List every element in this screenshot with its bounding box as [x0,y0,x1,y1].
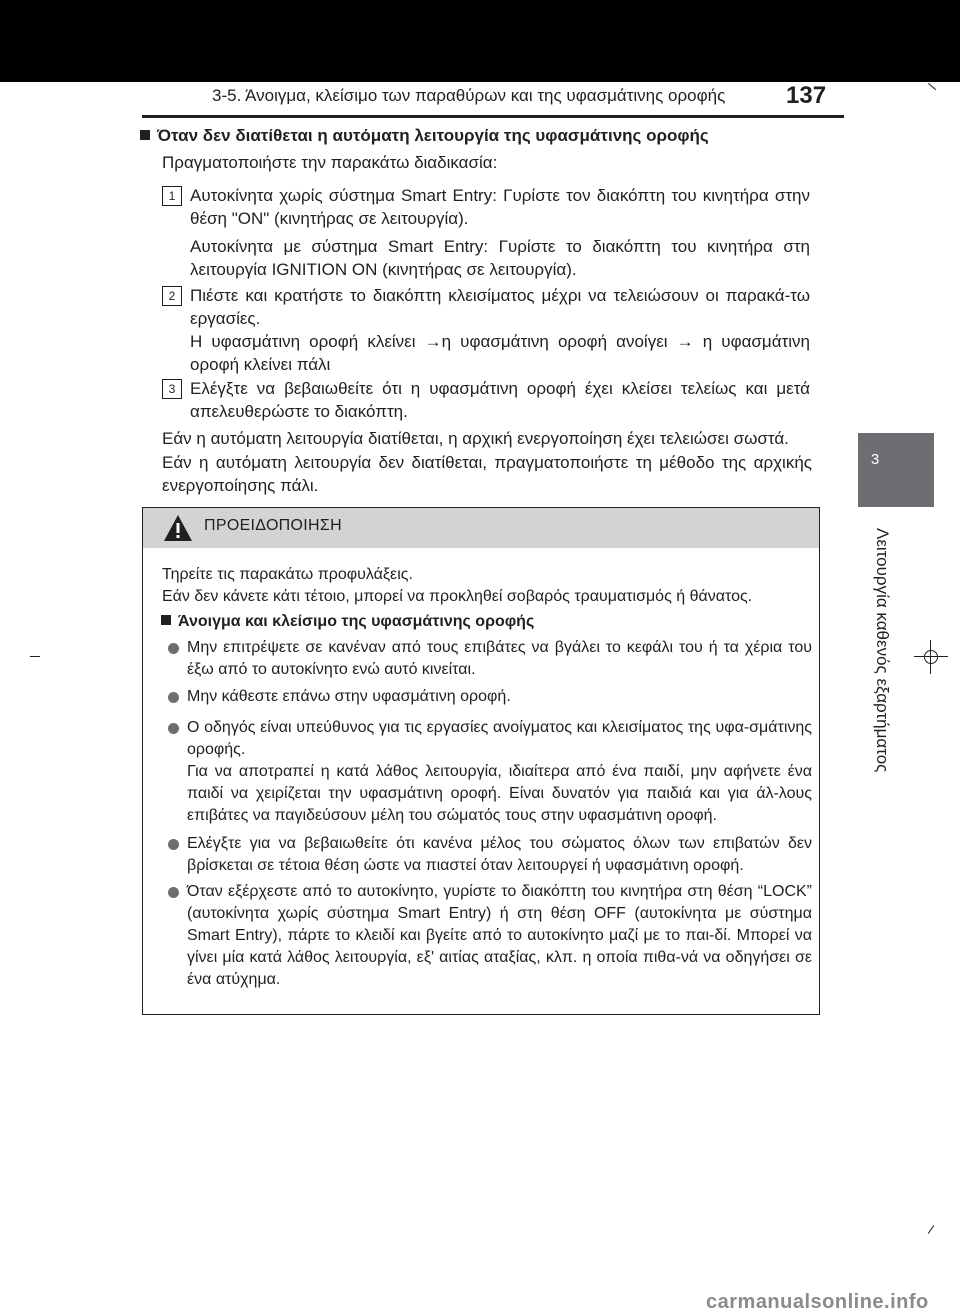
chapter-tab [858,433,934,507]
chapter-title: Λειτουργία καθενός εξαρτήματος [873,528,892,773]
top-black-band [0,0,960,82]
step-2-text-b: Η υφασμάτινη οροφή κλείνει →η υφασμάτινη οροφή ανοίγει → η υφασμάτινη οροφή κλείνει πάλι [190,332,810,374]
warning-bullet-3: Ο οδηγός είναι υπεύθυνος για τις εργασίες ανοίγματος και κλεισίματος της υφα-σμάτινης οροφής. [187,719,812,758]
warning-bullet-1: Μην επιτρέψετε σε κανέναν από τους επιβάτες να βγάλει το κεφάλι του ή τα χέρια του έξω από το αυτοκίνητο ενώ αυτό κινείται. [187,639,812,678]
header-rule [142,115,844,118]
page-header [0,82,960,114]
step-number-box: 2 [162,286,182,306]
section-heading: Όταν δεν διατίθεται η αυτόματη λειτουργία της υφασμάτινης οροφής [140,126,709,146]
bullet-dot-icon [168,839,179,850]
step-1-text-a: Αυτοκίνητα χωρίς σύστημα Smart Entry: Γυρίστε τον διακόπτη του κινητήρα στην θέση "ON" (κινητήρας σε λειτουργία). [190,186,810,228]
page-number: 137 [786,82,827,109]
step-3-text: Ελέγξτε να βεβαιωθείτε ότι η υφασμάτινη οροφή έχει κλείσει τελείως και μετά απελευθερώστε το διακόπτη. [190,379,810,421]
square-bullet-icon [161,615,171,625]
warning-bullet-4: Ελέγξτε για να βεβαιωθείτε ότι κανένα μέλος του σώματος όλων των επιβατών δεν βρίσκεται σε τέτοια θέση ώστε να πιαστεί όταν λειτουργεί ή υφασμάτινη οροφή. [187,835,812,874]
note-retry: Εάν η αυτόματη λειτουργία δεν διατίθεται, πραγματοποιήστε τη μέθοδο της αρχικής ενεργοποίησης πάλι. [162,453,812,495]
warning-header [143,508,819,548]
step-number-box: 3 [162,379,182,399]
header-section-title: 3-5. Άνοιγμα, κλείσιμο των παραθύρων και της υφασμάτινης οροφής [212,86,726,105]
warning-bullet-5: Όταν εξέρχεστε από το αυτοκίνητο, γυρίστε το διακόπτη του κινητήρα στη θέση “LOCK” (αυτοκίνητα χωρίς σύστημα Smart Entry) ή στη θέση OFF (αυτοκίνητα με σύστημα Smart Entry), πάρτε το κλειδί και βγείτε από το αυτοκίνητο μαζί με το παι-δί. Μπορεί να γίνει μία κατά λάθος λειτουργία, εξ' αιτίας αταξίας, κλπ. η οποία πιθα-νά να οδηγήσει σε ένα ατύχημα. [187,883,812,988]
bullet-dot-icon [168,643,179,654]
warning-box [142,507,820,1015]
watermark: carmanualsonline.info [706,1291,929,1313]
bullet-dot-icon [168,887,179,898]
warning-bullet-3-continued: Για να αποτραπεί η κατά λάθος λειτουργία, ιδιαίτερα από ένα παιδί, μην αφήνετε ένα παιδί να χειρίζεται την υφασμάτινη οροφή. Είναι δυνατόν για παιδιά και για άλ-λους επιβάτες να παγιδεύσουν μέλη του σώματός τους στην υφασμάτινη οροφή. [187,763,812,824]
registration-circle [924,650,938,664]
warning-triangle-icon [163,514,193,542]
bullet-dot-icon [168,723,179,734]
chapter-number: 3 [870,451,880,468]
crop-mark [30,656,40,657]
warning-subheading: Άνοιγμα και κλείσιμο της υφασμάτινης οροφής [161,613,534,631]
warning-bullet-2: Μην κάθεστε επάνω στην υφασμάτινη οροφή. [187,688,511,705]
intro-text: Πραγματοποιήστε την παρακάτω διαδικασία: [162,153,498,172]
note-success: Εάν η αυτόματη λειτουργία διατίθεται, η αρχική ενεργοποίηση έχει τελειώσει σωστά. [162,429,789,448]
crop-mark [928,1225,935,1234]
step-2-text-a: Πιέστε και κρατήστε το διακόπτη κλεισίματος μέχρι να τελειώσουν οι παρακά-τω εργασίες. [190,286,810,328]
bullet-dot-icon [168,692,179,703]
step-1-text-b: Αυτοκίνητα με σύστημα Smart Entry: Γυρίστε το διακόπτη του κινητήρα στη λειτουργία IGNITION ON (κινητήρας σε λειτουργία). [190,237,810,279]
warning-intro-2: Εάν δεν κάνετε κάτι τέτοιο, μπορεί να προκληθεί σοβαρός τραυματισμός ή θάνατος. [162,588,753,605]
warning-title: ΠΡΟΕΙΔΟΠΟΙΗΣΗ [204,517,342,534]
step-number-box: 1 [162,186,182,206]
square-bullet-icon [140,130,150,140]
warning-intro-1: Τηρείτε τις παρακάτω προφυλάξεις. [162,566,413,583]
